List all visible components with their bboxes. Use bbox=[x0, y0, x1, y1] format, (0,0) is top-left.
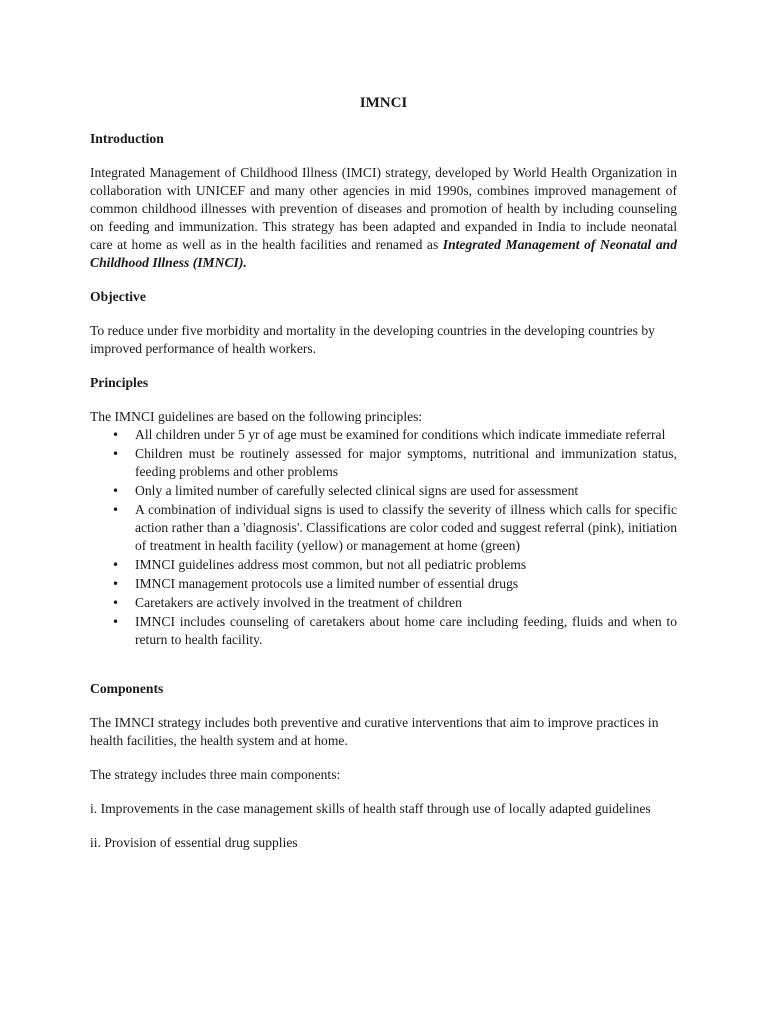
introduction-paragraph bbox=[90, 164, 677, 272]
objective-paragraph: To reduce under five morbidity and mortality in the developing countries in the developing countries by improved performance of health workers. bbox=[90, 323, 655, 356]
bullet-icon: • bbox=[112, 447, 120, 461]
imnci-emphasis: Integrated Management of Neonatal and Childhood Illness (IMNCI). bbox=[90, 237, 677, 270]
list-item: • A combination of individual signs is used to classify the severity of illness which calls for specific action rather than a 'diagnosis'. Classifications are color coded and suggest referral (pink), initiation of treatment in health facility (yellow) or management at home (green) bbox=[112, 502, 677, 553]
component-item-2: ii. Provision of essential drug supplies bbox=[90, 835, 298, 850]
components-paragraph: The IMNCI strategy includes both preventive and curative interventions that aim to improve practices in health facilities, the health system and at home. bbox=[90, 715, 659, 748]
principles-intro: The IMNCI guidelines are based on the following principles: bbox=[90, 409, 423, 424]
bullet-icon: • bbox=[112, 503, 120, 517]
component-item-1: i. Improvements in the case management skills of health staff through use of locally adapted guidelines bbox=[90, 801, 651, 816]
bullet-icon: • bbox=[112, 577, 120, 591]
principles-list bbox=[90, 426, 677, 649]
list-item: • IMNCI includes counseling of caretakers about home care including feeding, fluids and when to return to health facility. bbox=[112, 614, 677, 647]
list-item: • All children under 5 yr of age must be examined for conditions which indicate immediate referral bbox=[112, 427, 666, 442]
bullet-icon: • bbox=[112, 428, 120, 442]
introduction-heading: Introduction bbox=[90, 131, 164, 146]
list-item: • IMNCI management protocols use a limited number of essential drugs bbox=[112, 576, 519, 591]
objective-heading: Objective bbox=[90, 289, 146, 304]
document-title: IMNCI bbox=[359, 95, 408, 111]
document-page bbox=[90, 92, 677, 868]
bullet-icon: • bbox=[112, 484, 120, 498]
list-item: • Only a limited number of carefully selected clinical signs are used for assessment bbox=[112, 483, 579, 498]
bullet-icon: • bbox=[112, 558, 120, 572]
list-item: • Children must be routinely assessed for major symptoms, nutritional and immunization status, feeding problems and other problems bbox=[112, 446, 677, 479]
bullet-icon: • bbox=[112, 596, 120, 610]
list-item: • Caretakers are actively involved in the treatment of children bbox=[112, 595, 462, 610]
bullet-icon: • bbox=[112, 615, 120, 629]
components-heading: Components bbox=[90, 681, 164, 696]
list-item: • IMNCI guidelines address most common, but not all pediatric problems bbox=[112, 557, 527, 572]
components-intro: The strategy includes three main components: bbox=[90, 767, 341, 782]
principles-heading: Principles bbox=[90, 375, 149, 390]
introduction-text: Integrated Management of Childhood Illness (IMCI) strategy, developed by World Health Organization in collaboration with UNICEF and many other agencies in mid 1990s, combines improved management of common childhood illnesses with prevention of diseases and promotion of health by including counseling on feeding and immunization. This strategy has been adapted and expanded in India to include neonatal care at home as well as in the health facilities and renamed as bbox=[90, 165, 677, 252]
